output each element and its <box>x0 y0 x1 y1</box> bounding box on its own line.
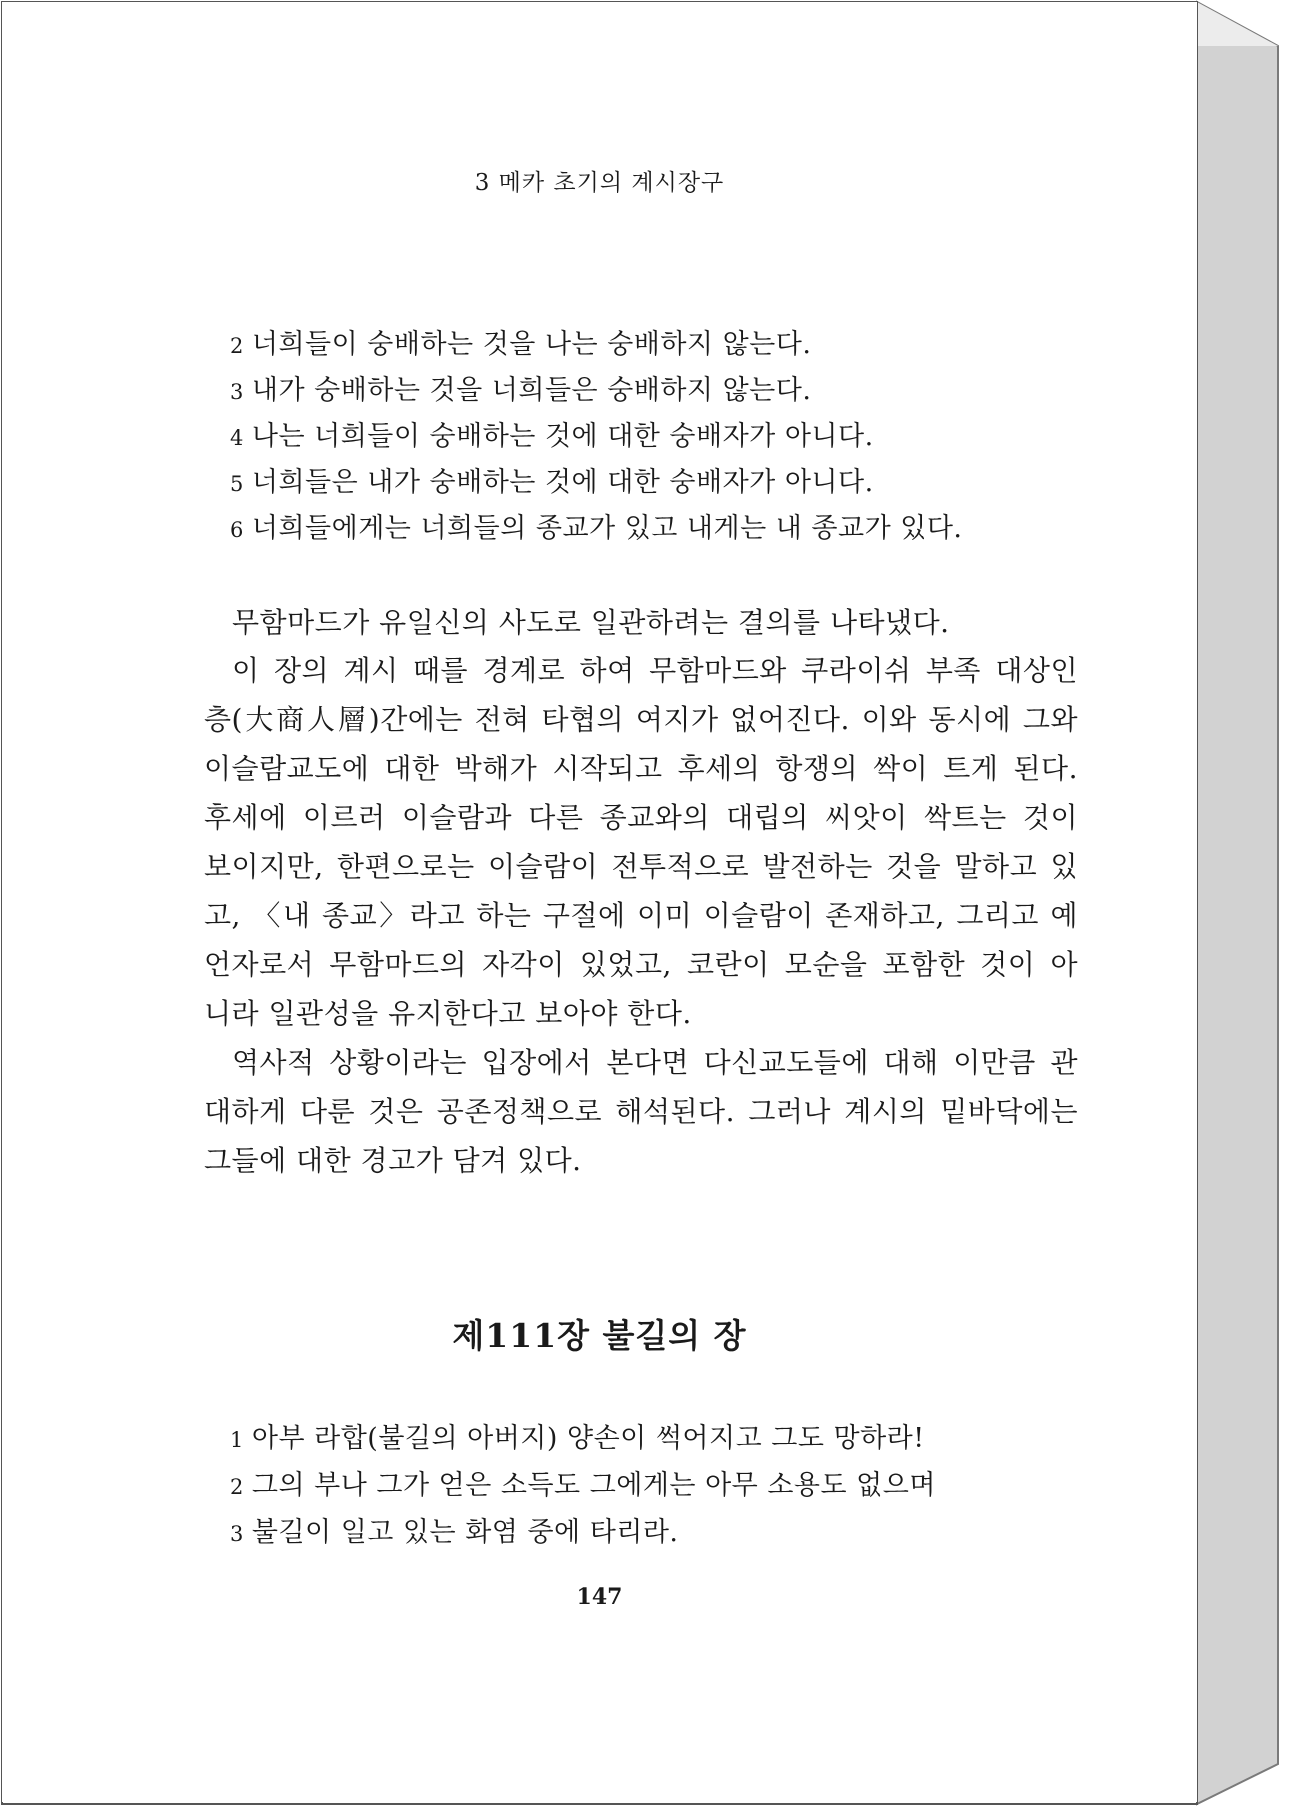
paragraph-line: 언자로서 무함마드의 자각이 있었고, 코란이 모순을 포함한 것이 아 <box>204 948 1078 981</box>
verse-top-2 <box>230 368 811 407</box>
paragraph-line: 보이지만, 한편으로는 이슬람이 전투적으로 발전하는 것을 말하고 있 <box>204 850 1078 883</box>
page <box>2 2 1197 1802</box>
paragraph-line: 무함마드가 유일신의 사도로 일관하려는 결의를 나타냈다. <box>232 606 950 639</box>
verse-text: 너희들은 내가 숭배하는 것에 대한 숭배자가 아니다. <box>251 467 874 498</box>
verse-text: 그의 부나 그가 얻은 소득도 그에게는 아무 소용도 없으며 <box>251 1470 936 1501</box>
paragraph-line: 이슬람교도에 대한 박해가 시작되고 후세의 항쟁의 싹이 트게 된다. <box>204 752 1078 785</box>
paragraph-line: 니라 일관성을 유지한다고 보아야 한다. <box>204 997 692 1030</box>
verse-number: 3 <box>230 1522 244 1546</box>
running-head: 3 메카 초기의 계시장구 <box>474 170 725 196</box>
verse-text: 내가 숭배하는 것을 너희들은 숭배하지 않는다. <box>251 375 812 406</box>
verse-bottom-2 <box>230 1463 936 1502</box>
verse-bottom-1 <box>230 1416 925 1455</box>
verse-text: 너희들에게는 너희들의 종교가 있고 내게는 내 종교가 있다. <box>251 513 963 544</box>
verse-number: 1 <box>230 1428 244 1452</box>
verse-number: 4 <box>230 426 244 450</box>
verse-text: 불길이 일고 있는 화염 중에 타리라. <box>251 1517 679 1548</box>
verse-text: 너희들이 숭배하는 것을 나는 숭배하지 않는다. <box>251 329 812 360</box>
paragraph-3 <box>204 1038 1078 1185</box>
paragraph-line: 대하게 다룬 것은 공존정책으로 해석된다. 그러나 계시의 밑바닥에는 <box>204 1095 1078 1128</box>
verse-number: 3 <box>230 380 244 404</box>
verse-text: 아부 라합(불길의 아버지) 양손이 썩어지고 그도 망하라! <box>251 1423 925 1454</box>
paragraph-line: 그들에 대한 경고가 담겨 있다. <box>204 1144 582 1177</box>
verse-bottom-3 <box>230 1510 679 1549</box>
verse-text: 나는 너희들이 숭배하는 것에 대한 숭배자가 아니다. <box>251 421 874 452</box>
verse-number: 2 <box>230 334 244 358</box>
verse-top-4 <box>230 460 874 499</box>
paragraph-2 <box>204 646 1078 1038</box>
verse-number: 5 <box>230 472 244 496</box>
paragraph-1 <box>204 598 1078 647</box>
book-side-edge <box>1197 2 1278 1804</box>
paragraph-line: 역사적 상황이라는 입장에서 본다면 다신교도들에 대해 이만큼 관 <box>232 1046 1078 1079</box>
paragraph-line: 층(大商人層)간에는 전혀 타협의 여지가 없어진다. 이와 동시에 그와 <box>204 703 1078 736</box>
chapter-title: 제111장 불길의 장 <box>452 1316 747 1355</box>
page-number: 147 <box>576 1584 623 1610</box>
verse-number: 6 <box>230 518 244 542</box>
paragraph-line: 이 장의 계시 때를 경계로 하여 무함마드와 쿠라이쉬 부족 대상인 <box>232 654 1078 687</box>
paragraph-line: 고, 〈내 종교〉라고 하는 구절에 이미 이슬람이 존재하고, 그리고 예 <box>204 899 1078 932</box>
verse-top-5 <box>230 506 963 545</box>
verse-top-3 <box>230 414 874 453</box>
verse-top-1 <box>230 322 811 361</box>
paragraph-line: 후세에 이르러 이슬람과 다른 종교와의 대립의 씨앗이 싹트는 것이 <box>204 801 1078 834</box>
verse-number: 2 <box>230 1475 244 1499</box>
